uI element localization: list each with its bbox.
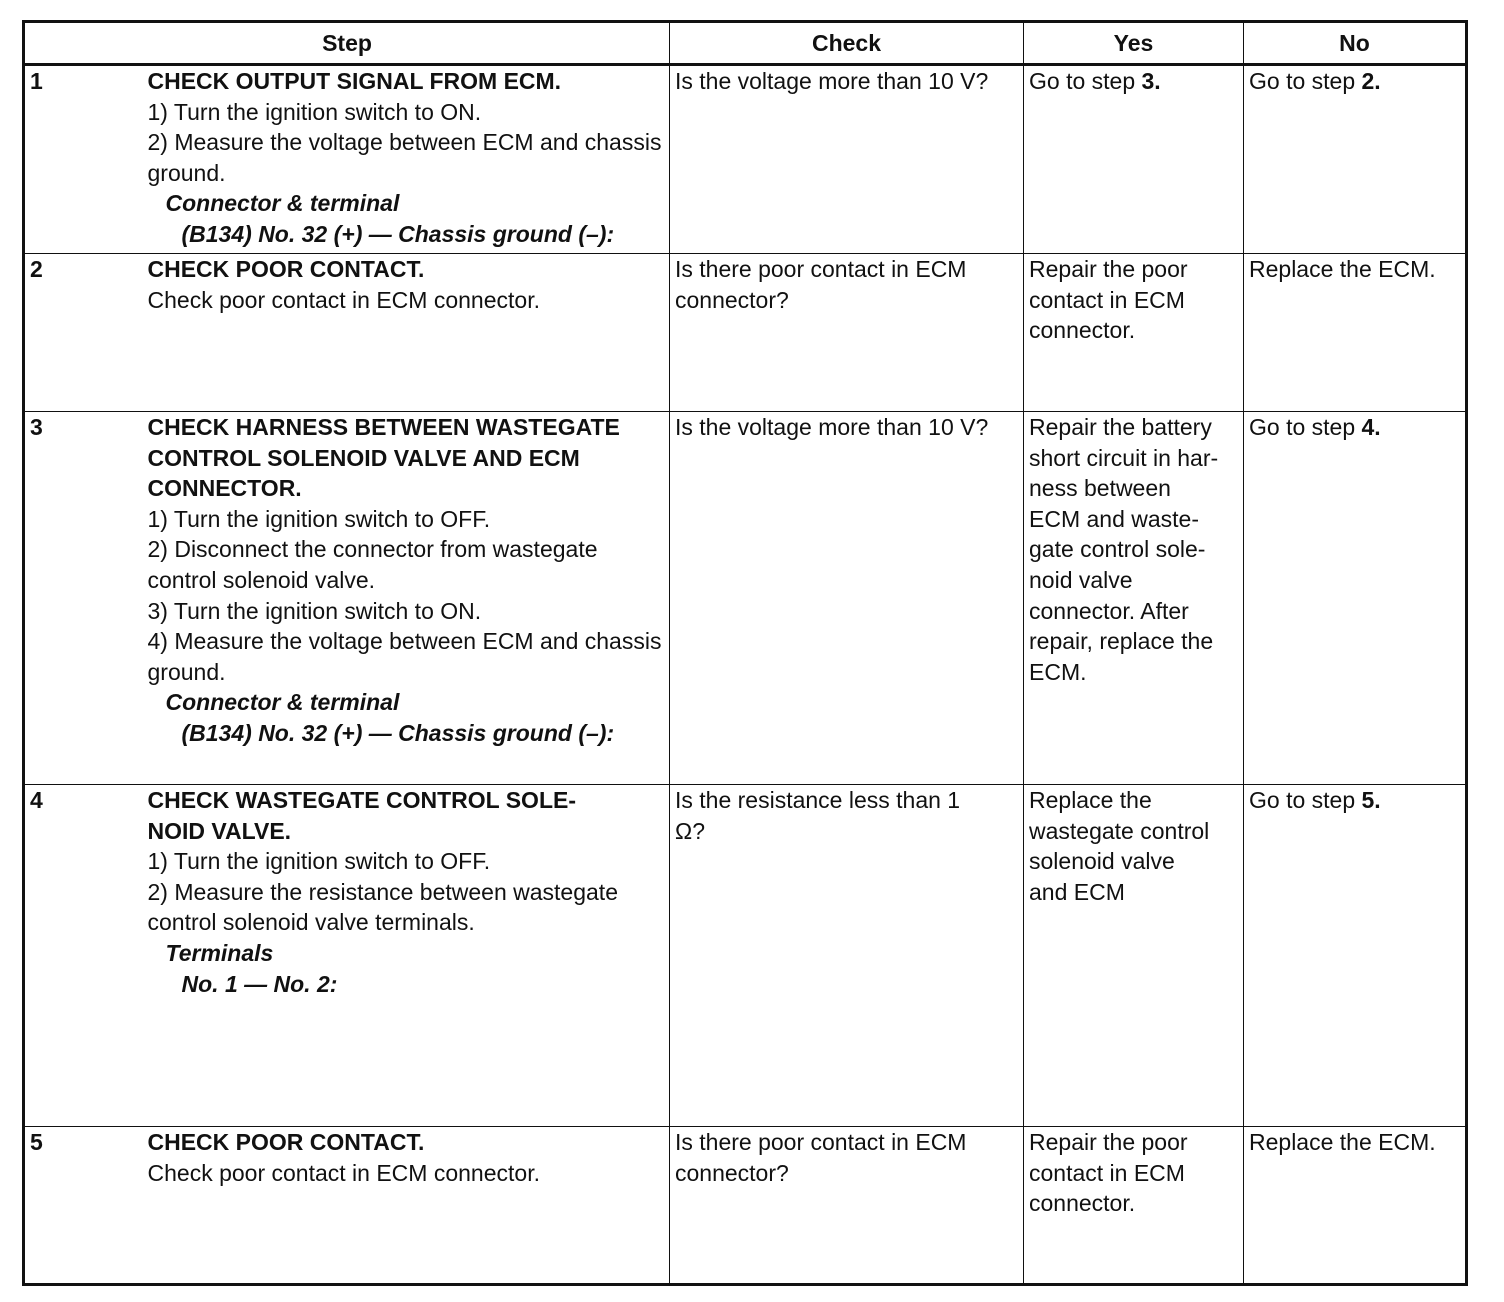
step-title: CHECK POOR CONTACT.	[147, 1129, 425, 1155]
no-text: Replace the ECM.	[1249, 256, 1436, 282]
yes-cell	[1024, 1127, 1244, 1285]
step-line: 2) Measure the resistance between wastegate control solenoid valve terminals.	[147, 878, 618, 936]
step-subheading: Terminals	[165, 939, 274, 966]
yes-text: Replace the wastegate control solenoid valve and ECM	[1029, 787, 1210, 905]
yes-cell	[1024, 412, 1244, 785]
header-no: No	[1244, 22, 1467, 65]
step-terminal-spec: (B134) No. 32 (+) — Chassis ground (–):	[181, 220, 615, 247]
step-line: 3) Turn the ignition switch to ON.	[147, 597, 482, 624]
no-step-ref: 5.	[1361, 787, 1381, 813]
no-text: Go to step	[1249, 414, 1362, 440]
step-number: 3	[24, 412, 143, 785]
no-text: Replace the ECM.	[1249, 1129, 1436, 1155]
yes-cell	[1024, 785, 1244, 1127]
no-cell	[1244, 1127, 1467, 1285]
step-title: CHECK WASTEGATE CONTROL SOLE- NOID VALVE.	[147, 787, 576, 844]
step-line: 2) Measure the voltage between ECM and chassis ground.	[147, 129, 662, 186]
step-terminal-spec: No. 1 — No. 2:	[181, 970, 338, 997]
table-row	[24, 785, 1467, 1127]
header-row	[24, 22, 1467, 65]
step-terminal-spec: (B134) No. 32 (+) — Chassis ground (–):	[181, 719, 615, 746]
step-title: CHECK OUTPUT SIGNAL FROM ECM.	[147, 68, 562, 94]
step-line: 2) Disconnect the connector from wastegate control solenoid valve.	[147, 536, 598, 593]
table-row	[24, 65, 1467, 254]
yes-cell	[1024, 65, 1244, 254]
check-cell	[670, 254, 1024, 412]
no-step-ref: 4.	[1361, 414, 1381, 440]
no-text: Go to step	[1249, 787, 1362, 813]
step-subheading: Connector & terminal	[165, 689, 400, 716]
check-cell	[670, 412, 1024, 785]
check-text: Is there poor contact in ECM connector?	[675, 1129, 967, 1186]
step-title: CHECK POOR CONTACT.	[147, 256, 425, 282]
no-cell	[1244, 785, 1467, 1127]
no-text: Go to step	[1249, 68, 1362, 94]
table-row	[24, 1127, 1467, 1285]
table-row	[24, 254, 1467, 412]
no-step-ref: 2.	[1361, 68, 1381, 94]
yes-text: Repair the battery short circuit in har- ness between ECM and waste- gate control sole- noid valve connector. After repair, replace the ECM.	[1029, 414, 1219, 685]
step-number: 1	[24, 65, 143, 254]
step-line: 1) Turn the ignition switch to OFF.	[147, 848, 491, 875]
header-check: Check	[670, 22, 1024, 65]
yes-text: Repair the poor contact in ECM connector.	[1029, 1129, 1188, 1217]
step-line: 4) Measure the voltage between ECM and chassis ground.	[147, 628, 662, 685]
no-cell	[1244, 65, 1467, 254]
no-cell	[1244, 254, 1467, 412]
no-cell	[1244, 412, 1467, 785]
step-description	[143, 1127, 670, 1285]
check-cell	[670, 785, 1024, 1127]
step-line: Check poor contact in ECM connector.	[147, 1159, 540, 1186]
step-description	[143, 65, 670, 254]
yes-text: Go to step	[1029, 68, 1142, 94]
step-description	[143, 785, 670, 1127]
step-description	[143, 254, 670, 412]
step-description	[143, 412, 670, 785]
step-title: CHECK HARNESS BETWEEN WASTEGATE CONTROL SOLENOID VALVE AND ECM CONNECTOR.	[147, 414, 620, 502]
diagnostic-table	[22, 20, 1468, 1286]
check-text: Is there poor contact in ECM connector?	[675, 256, 967, 313]
check-cell	[670, 1127, 1024, 1285]
header-yes: Yes	[1024, 22, 1244, 65]
check-text: Is the voltage more than 10 V?	[675, 68, 989, 94]
yes-cell	[1024, 254, 1244, 412]
step-number: 5	[24, 1127, 143, 1285]
step-line: 1) Turn the ignition switch to OFF.	[147, 505, 491, 532]
step-number: 4	[24, 785, 143, 1127]
step-line: 1) Turn the ignition switch to ON.	[147, 98, 482, 125]
check-text: Is the voltage more than 10 V?	[675, 414, 989, 440]
header-step: Step	[24, 22, 670, 65]
yes-step-ref: 3.	[1141, 68, 1161, 94]
check-cell	[670, 65, 1024, 254]
yes-text: Repair the poor contact in ECM connector.	[1029, 256, 1188, 344]
table-row	[24, 412, 1467, 785]
step-number: 2	[24, 254, 143, 412]
check-text: Is the resistance less than 1 Ω?	[675, 787, 961, 844]
step-subheading: Connector & terminal	[165, 190, 400, 217]
step-line: Check poor contact in ECM connector.	[147, 286, 540, 313]
